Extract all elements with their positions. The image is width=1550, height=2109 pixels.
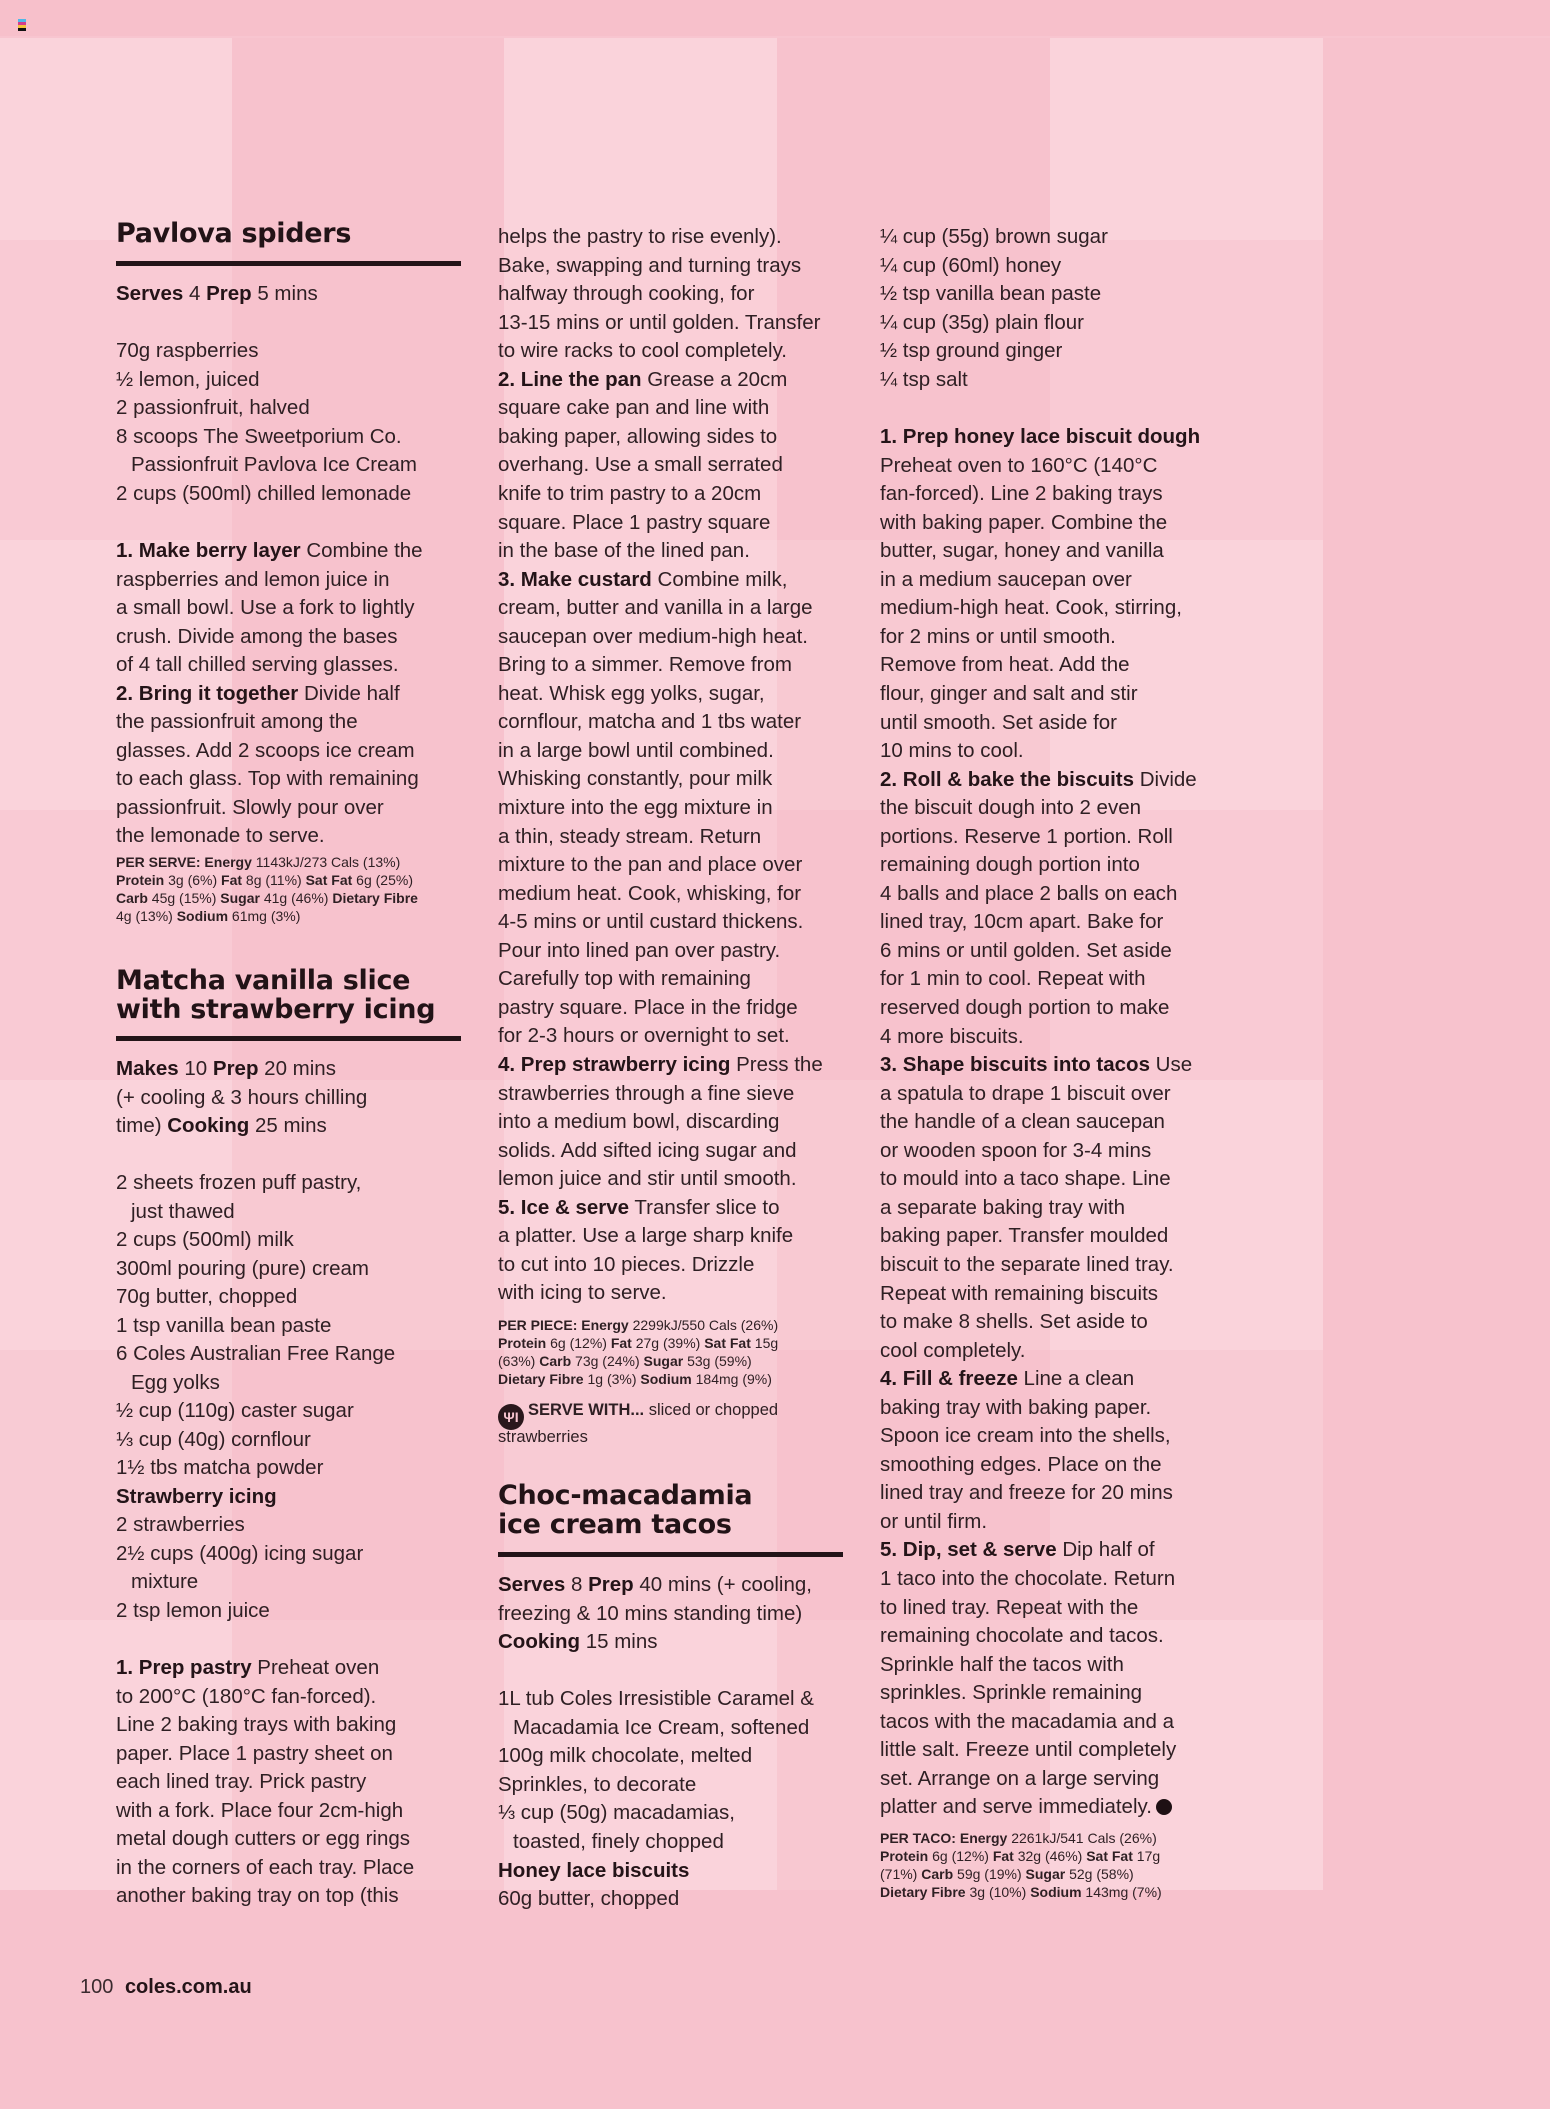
ingredient: toasted, finely chopped xyxy=(513,1830,724,1853)
method-step: 3. Shape biscuits into tacos Use xyxy=(880,1053,1193,1076)
nutrition-line: (63%) Carb 73g (24%) Sugar 53g (59%) xyxy=(498,1353,752,1369)
nutrition-line: PER PIECE: Energy 2299kJ/550 Cals (26%) xyxy=(498,1317,779,1333)
method-line: to lined tray. Repeat with the xyxy=(880,1596,1139,1619)
recipe-meta: Serves 8 Prep 40 mins (+ cooling, xyxy=(498,1573,812,1596)
ingredient: ½ cup (110g) caster sugar xyxy=(116,1399,354,1422)
ingredient: ¼ cup (55g) brown sugar xyxy=(880,225,1108,248)
ingredient: 2 cups (500ml) milk xyxy=(116,1228,294,1251)
method-line: cool completely. xyxy=(880,1339,1026,1362)
ingredient: Egg yolks xyxy=(131,1371,220,1394)
method-line: portions. Reserve 1 portion. Roll xyxy=(880,825,1173,848)
method-step: 5. Ice & serve Transfer slice to xyxy=(498,1196,780,1219)
method-line: with baking paper. Combine the xyxy=(880,511,1168,534)
recipe-meta: time) Cooking 25 mins xyxy=(116,1114,327,1137)
method-line: lined tray and freeze for 20 mins xyxy=(880,1481,1173,1504)
ingredient: ⅓ cup (40g) cornflour xyxy=(116,1428,311,1451)
method-line: to cut into 10 pieces. Drizzle xyxy=(498,1253,755,1276)
method-line: set. Arrange on a large serving xyxy=(880,1767,1160,1790)
ingredient: Macadamia Ice Cream, softened xyxy=(513,1716,810,1739)
method-line: remaining chocolate and tacos. xyxy=(880,1624,1164,1647)
method-line: fan-forced). Line 2 baking trays xyxy=(880,482,1163,505)
method-line: knife to trim pastry to a 20cm xyxy=(498,482,762,505)
method-line: lemon juice and stir until smooth. xyxy=(498,1167,797,1190)
method-line: square. Place 1 pastry square xyxy=(498,511,771,534)
method-line: Pour into lined pan over pastry. xyxy=(498,939,781,962)
ingredient-subheading: Strawberry icing xyxy=(116,1485,277,1508)
method-line: in the base of the lined pan. xyxy=(498,539,750,562)
method-line: the biscuit dough into 2 even xyxy=(880,796,1141,819)
method-line: with icing to serve. xyxy=(498,1281,667,1304)
method-line: 13-15 mins or until golden. Transfer xyxy=(498,311,821,334)
method-line: platter and serve immediately. xyxy=(880,1793,1172,1821)
site-url: coles.com.au xyxy=(124,1976,252,1998)
method-step: 5. Dip, set & serve Dip half of xyxy=(880,1538,1155,1561)
ingredient: ½ lemon, juiced xyxy=(116,368,260,391)
nutrition-line: PER TACO: Energy 2261kJ/541 Cals (26%) xyxy=(880,1830,1157,1846)
method-line: 4 more biscuits. xyxy=(880,1025,1024,1048)
method-step: 2. Line the pan Grease a 20cm xyxy=(498,368,788,391)
nutrition-line: Protein 6g (12%) Fat 32g (46%) Sat Fat 17g xyxy=(880,1848,1161,1864)
method-step: 1. Make berry layer Combine the xyxy=(116,539,423,562)
ingredient: 2 sheets frozen puff pastry, xyxy=(116,1171,362,1194)
method-line: baking tray with baking paper. xyxy=(880,1396,1152,1419)
title-rule xyxy=(498,1552,843,1557)
method-line: for 2 mins or until smooth. xyxy=(880,625,1116,648)
method-line: to mould into a taco shape. Line xyxy=(880,1167,1171,1190)
serve-with: ΨI SERVE WITH... sliced or chopped xyxy=(498,1398,778,1430)
ingredient: ½ tsp vanilla bean paste xyxy=(880,282,1102,305)
method-line: sprinkles. Sprinkle remaining xyxy=(880,1681,1143,1704)
method-line: for 2-3 hours or overnight to set. xyxy=(498,1024,790,1047)
ingredient: 8 scoops The Sweetporium Co. xyxy=(116,425,402,448)
ingredient: 1L tub Coles Irresistible Caramel & xyxy=(498,1687,814,1710)
method-line: in a large bowl until combined. xyxy=(498,739,774,762)
method-line: a platter. Use a large sharp knife xyxy=(498,1224,794,1247)
method-line: the lemonade to serve. xyxy=(116,824,325,847)
method-line: in the corners of each tray. Place xyxy=(116,1856,415,1879)
ingredient: 2 tsp lemon juice xyxy=(116,1599,270,1622)
method-line: solids. Add sifted icing sugar and xyxy=(498,1139,797,1162)
method-line: 4 balls and place 2 balls on each xyxy=(880,882,1178,905)
method-line: cream, butter and vanilla in a large xyxy=(498,596,813,619)
method-line: 1 taco into the chocolate. Return xyxy=(880,1567,1176,1590)
method-line: overhang. Use a small serrated xyxy=(498,453,783,476)
method-line: lined tray, 10cm apart. Bake for xyxy=(880,910,1164,933)
method-line: each lined tray. Prick pastry xyxy=(116,1770,367,1793)
recipe-meta: Makes 10 Prep 20 mins xyxy=(116,1057,336,1080)
method-line: Carefully top with remaining xyxy=(498,967,751,990)
ingredient: 70g raspberries xyxy=(116,339,259,362)
method-line: another baking tray on top (this xyxy=(116,1884,399,1907)
method-line: a spatula to drape 1 biscuit over xyxy=(880,1082,1171,1105)
page-footer xyxy=(80,1974,252,2000)
ingredient: mixture xyxy=(131,1570,199,1593)
method-line: Remove from heat. Add the xyxy=(880,653,1130,676)
method-line: Whisking constantly, pour milk xyxy=(498,767,773,790)
nutrition-line: Protein 6g (12%) Fat 27g (39%) Sat Fat 15g xyxy=(498,1335,779,1351)
recipe-meta: freezing & 10 mins standing time) xyxy=(498,1602,803,1625)
recipe-title-choc-macadamia-tacos: Choc-macadamia xyxy=(498,1480,753,1511)
top-strip xyxy=(0,0,1550,36)
method-line: glasses. Add 2 scoops ice cream xyxy=(116,739,415,762)
method-step: 2. Roll & bake the biscuits Divide xyxy=(880,768,1197,791)
method-line: until smooth. Set aside for xyxy=(880,711,1118,734)
method-line: mixture into the egg mixture in xyxy=(498,796,773,819)
method-step: 1. Prep honey lace biscuit dough xyxy=(880,425,1201,448)
ingredient-subheading: Honey lace biscuits xyxy=(498,1859,690,1882)
method-line: Line 2 baking trays with baking xyxy=(116,1713,397,1736)
cutlery-icon: ΨI xyxy=(498,1404,524,1430)
title-rule xyxy=(116,1036,461,1041)
method-line: cornflour, matcha and 1 tbs water xyxy=(498,710,802,733)
method-line: remaining dough portion into xyxy=(880,853,1140,876)
recipe-title-pavlova-spiders: Pavlova spiders xyxy=(116,218,352,249)
method-line: little salt. Freeze until completely xyxy=(880,1738,1177,1761)
method-line: tacos with the macadamia and a xyxy=(880,1710,1174,1733)
ingredient: 2½ cups (400g) icing sugar xyxy=(116,1542,364,1565)
method-line: to each glass. Top with remaining xyxy=(116,767,419,790)
method-line: Bake, swapping and turning trays xyxy=(498,254,802,277)
ingredient: 300ml pouring (pure) cream xyxy=(116,1257,369,1280)
ingredient: 70g butter, chopped xyxy=(116,1285,298,1308)
method-line: Sprinkle half the tacos with xyxy=(880,1653,1124,1676)
method-line: baking paper, allowing sides to xyxy=(498,425,778,448)
ingredient: 1½ tbs matcha powder xyxy=(116,1456,324,1479)
method-line: strawberries through a fine sieve xyxy=(498,1082,795,1105)
ingredient: Passionfruit Pavlova Ice Cream xyxy=(131,453,417,476)
recipe-meta: Serves 4 Prep 5 mins xyxy=(116,282,318,305)
method-step: 2. Bring it together Divide half xyxy=(116,682,400,705)
ingredient: ¼ cup (35g) plain flour xyxy=(880,311,1084,334)
method-line: 4-5 mins or until custard thickens. xyxy=(498,910,804,933)
method-line: raspberries and lemon juice in xyxy=(116,568,390,591)
title-rule xyxy=(116,261,461,266)
recipe-meta: (+ cooling & 3 hours chilling xyxy=(116,1086,368,1109)
ingredient: Sprinkles, to decorate xyxy=(498,1773,697,1796)
ingredient: 60g butter, chopped xyxy=(498,1887,680,1910)
method-line: into a medium bowl, discarding xyxy=(498,1110,780,1133)
ingredient: 2 passionfruit, halved xyxy=(116,396,310,419)
method-line: Preheat oven to 160°C (140°C xyxy=(880,454,1158,477)
method-line: to make 8 shells. Set aside to xyxy=(880,1310,1148,1333)
ingredient: ¼ cup (60ml) honey xyxy=(880,254,1062,277)
method-line: baking paper. Transfer moulded xyxy=(880,1224,1169,1247)
page-number: 100 xyxy=(80,1976,114,1998)
ingredient: 100g milk chocolate, melted xyxy=(498,1744,753,1767)
method-line: smoothing edges. Place on the xyxy=(880,1453,1162,1476)
method-step: 1. Prep pastry Preheat oven xyxy=(116,1656,380,1679)
serve-with-text: strawberries xyxy=(498,1428,588,1446)
nutrition-line: (71%) Carb 59g (19%) Sugar 52g (58%) xyxy=(880,1866,1134,1882)
method-line: of 4 tall chilled serving glasses. xyxy=(116,653,399,676)
method-line: mixture to the pan and place over xyxy=(498,853,803,876)
method-line: to wire racks to cool completely. xyxy=(498,339,788,362)
ingredient: 2 cups (500ml) chilled lemonade xyxy=(116,482,412,505)
ingredient: 2 strawberries xyxy=(116,1513,245,1536)
nutrition-line: Dietary Fibre 1g (3%) Sodium 184mg (9%) xyxy=(498,1371,772,1387)
method-line: helps the pastry to rise evenly). xyxy=(498,225,782,248)
method-line: Repeat with remaining biscuits xyxy=(880,1282,1159,1305)
method-line: a thin, steady stream. Return xyxy=(498,825,762,848)
nutrition-line: Dietary Fibre 3g (10%) Sodium 143mg (7%) xyxy=(880,1884,1162,1900)
method-line: Spoon ice cream into the shells, xyxy=(880,1424,1171,1447)
method-line: paper. Place 1 pastry sheet on xyxy=(116,1742,393,1765)
method-line: square cake pan and line with xyxy=(498,396,770,419)
ingredient: just thawed xyxy=(131,1200,235,1223)
method-line: to 200°C (180°C fan-forced). xyxy=(116,1685,377,1708)
method-line: saucepan over medium-high heat. xyxy=(498,625,808,648)
print-color-bar-icon xyxy=(18,19,26,31)
method-step: 4. Fill & freeze Line a clean xyxy=(880,1367,1135,1390)
method-line: passionfruit. Slowly pour over xyxy=(116,796,384,819)
method-line: biscuit to the separate lined tray. xyxy=(880,1253,1174,1276)
recipe-title-matcha-slice: Matcha vanilla slice xyxy=(116,965,411,996)
recipe-title-choc-macadamia-tacos: ice cream tacos xyxy=(498,1509,732,1540)
method-line: for 1 min to cool. Repeat with xyxy=(880,967,1146,990)
method-line: reserved dough portion to make xyxy=(880,996,1170,1019)
recipe-title-matcha-slice-line2: with strawberry icing xyxy=(116,994,436,1025)
ingredient: 1 tsp vanilla bean paste xyxy=(116,1314,332,1337)
ingredient: 6 Coles Australian Free Range xyxy=(116,1342,396,1365)
method-line: or wooden spoon for 3-4 mins xyxy=(880,1139,1152,1162)
end-mark-icon xyxy=(1156,1799,1172,1815)
method-line: 6 mins or until golden. Set aside xyxy=(880,939,1172,962)
method-line: or until firm. xyxy=(880,1510,988,1533)
method-step: 4. Prep strawberry icing Press the xyxy=(498,1053,823,1076)
method-line: a separate baking tray with xyxy=(880,1196,1125,1219)
ingredient: ½ tsp ground ginger xyxy=(880,339,1063,362)
method-line: medium-high heat. Cook, stirring, xyxy=(880,596,1182,619)
method-line: Bring to a simmer. Remove from xyxy=(498,653,792,676)
method-line: pastry square. Place in the fridge xyxy=(498,996,798,1019)
method-line: halfway through cooking, for xyxy=(498,282,755,305)
method-line: 10 mins to cool. xyxy=(880,739,1024,762)
method-line: heat. Whisk egg yolks, sugar, xyxy=(498,682,765,705)
method-line: in a medium saucepan over xyxy=(880,568,1132,591)
method-line: a small bowl. Use a fork to lightly xyxy=(116,596,415,619)
method-line: with a fork. Place four 2cm-high xyxy=(116,1799,404,1822)
method-line: metal dough cutters or egg rings xyxy=(116,1827,410,1850)
method-line: the handle of a clean saucepan xyxy=(880,1110,1165,1133)
method-line: flour, ginger and salt and stir xyxy=(880,682,1138,705)
ingredient: ¼ tsp salt xyxy=(880,368,968,391)
method-line: butter, sugar, honey and vanilla xyxy=(880,539,1164,562)
method-line: the passionfruit among the xyxy=(116,710,358,733)
method-step: 3. Make custard Combine milk, xyxy=(498,568,788,591)
ingredient: ⅓ cup (50g) macadamias, xyxy=(498,1801,736,1824)
method-line: crush. Divide among the bases xyxy=(116,625,398,648)
recipe-meta: Cooking 15 mins xyxy=(498,1630,658,1653)
method-line: medium heat. Cook, whisking, for xyxy=(498,882,802,905)
